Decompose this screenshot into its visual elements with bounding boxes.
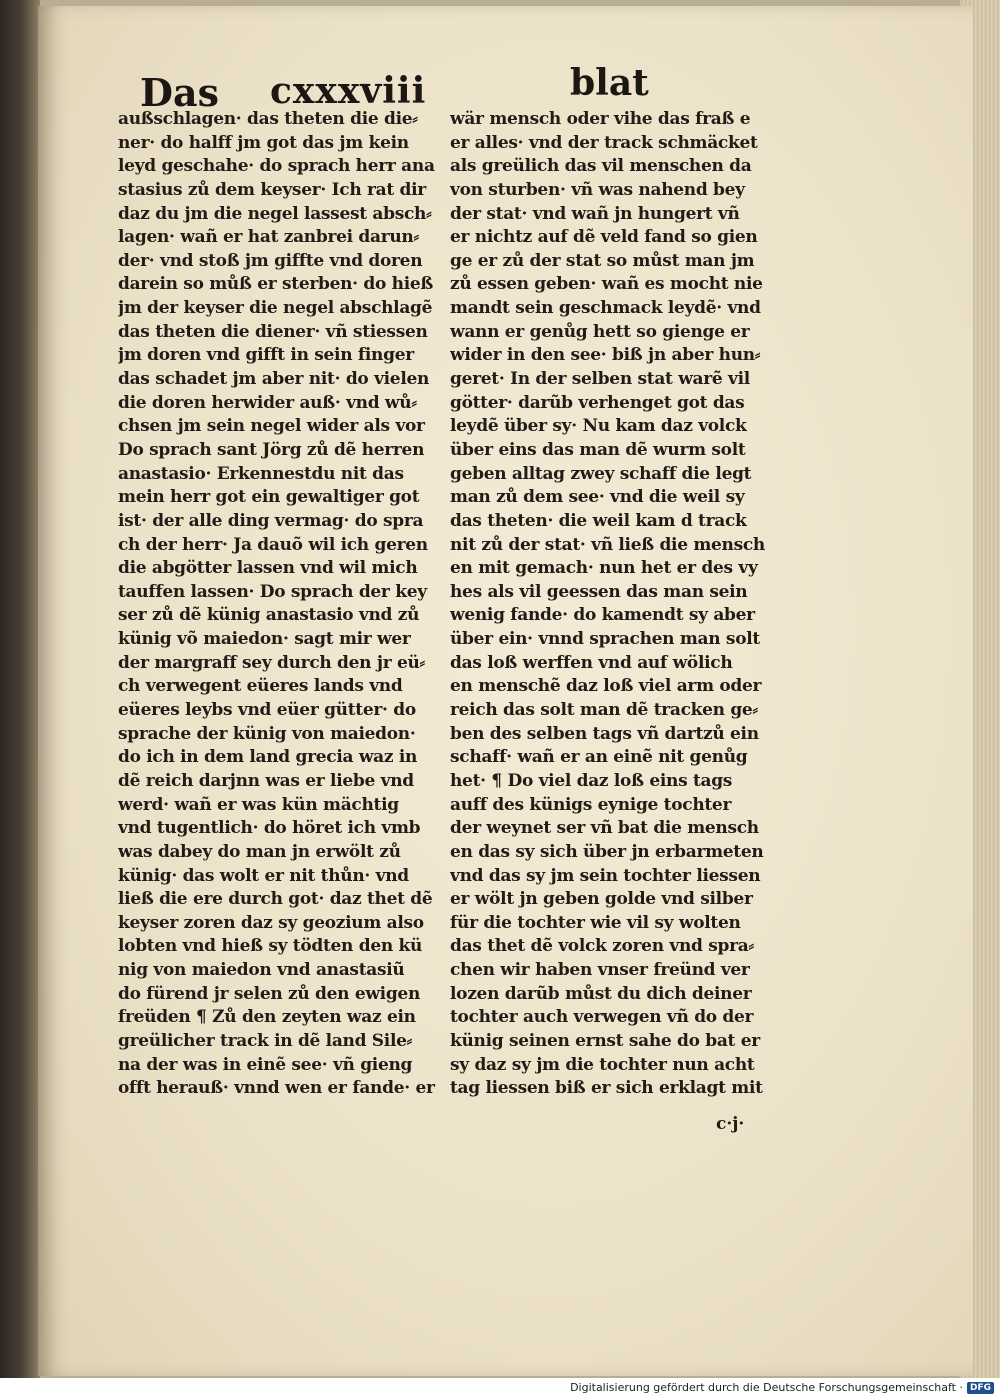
text-line: für die tochter wie vil sy wolten: [450, 912, 741, 933]
text-line: leydẽ über sy· Nu kam daz volck: [450, 416, 747, 437]
text-line: reich das solt man dẽ tracken ge⸗: [450, 700, 758, 721]
text-line: het· ¶ Do viel daz loß eins tags: [450, 770, 733, 791]
text-line: geben alltag zwey schaff die legt: [450, 463, 752, 484]
book-binding-edge: [0, 0, 40, 1398]
text-line: über ein· vnnd sprachen man solt: [450, 629, 760, 650]
text-line: das schadet jm aber nit· do vielen: [118, 369, 430, 390]
text-line: die doren herwider auß· vnd wů⸗: [118, 392, 417, 413]
text-line: jm doren vnd gifft in sein finger: [118, 345, 414, 366]
text-line: er wölt jn geben golde vnd silber: [450, 889, 753, 910]
text-line: man zů dem see· vnd die weil sy: [450, 487, 745, 508]
dfg-logo-icon: DFG: [967, 1382, 994, 1394]
text-line: chsen jm sein negel wider als vor: [118, 416, 425, 437]
text-line: wann er genůg hett so gienge er: [450, 321, 750, 342]
text-line: er nichtz auf dẽ veld fand so gien: [450, 227, 758, 248]
left-text-column: [118, 108, 443, 1101]
text-line: außschlagen· das theten die die⸗: [118, 109, 418, 129]
text-line: en menschẽ daz loß viel arm oder: [450, 676, 762, 697]
text-line: en das sy sich über jn erbarmeten: [450, 841, 764, 862]
text-line: werd· wañ er was kün mächtig: [118, 794, 399, 815]
text-line: dẽ reich darjnn was er liebe vnd: [118, 770, 414, 791]
text-line: mandt sein geschmack leydẽ· vnd: [450, 298, 761, 319]
text-line: daz du jm die negel lassest absch⸗: [118, 203, 432, 224]
text-line: lagen· wañ er hat zanbrei darun⸗: [118, 227, 419, 248]
text-line: das theten die diener· vñ stiessen: [118, 321, 428, 342]
text-line: wär mensch oder vihe das fraß e: [450, 109, 751, 129]
text-line: Do sprach sant Jörg zů dẽ herren: [118, 439, 425, 460]
text-line: tag liessen biß er sich erklagt mit: [450, 1078, 763, 1099]
text-line: nit zů der stat· vñ ließ die mensch: [450, 534, 765, 555]
text-line: schaff· wañ er an einẽ nit genůg: [450, 747, 748, 768]
text-line: tauffen lassen· Do sprach der key: [118, 581, 427, 602]
text-line: sprache der künig von maiedon·: [118, 723, 416, 744]
text-line: do ich in dem land grecia waz in: [118, 747, 418, 768]
text-line: hes als vil geessen das man sein: [450, 581, 748, 602]
text-line: geret· In der selben stat warẽ vil: [450, 369, 750, 390]
text-line: ner· do halff jm got das jm kein: [118, 132, 409, 153]
text-line: die abgötter lassen vnd wil mich: [118, 558, 418, 579]
text-line: der· vnd stoß jm giffte vnd doren: [118, 250, 423, 271]
text-line: greülicher track in dẽ land Sile⸗: [118, 1030, 412, 1051]
signature-mark: c·j·: [716, 1114, 745, 1134]
text-line: eüeres leybs vnd eüer gütter· do: [118, 700, 416, 721]
text-line: nig von maiedon vnd anastasiũ: [118, 960, 405, 981]
text-line: tochter auch verwegen vñ do der: [450, 1007, 754, 1028]
text-line: das theten· die weil kam d track: [450, 510, 747, 531]
text-line: wenig fande· do kamendt sy aber: [450, 605, 755, 626]
text-line: ser zů dẽ künig anastasio vnd zů: [118, 605, 420, 626]
text-line: chen wir haben vnser freünd ver: [450, 960, 750, 981]
text-line: was dabey do man jn erwölt zů: [118, 841, 401, 862]
text-line: ge er zů der stat so můst man jm: [450, 250, 755, 271]
text-line: künig võ maiedon· sagt mir wer: [118, 629, 411, 650]
text-line: der stat· vnd wañ jn hungert vñ: [450, 203, 740, 224]
text-line: der weynet ser vñ bat die mensch: [450, 818, 759, 839]
text-line: sy daz sy jm die tochter nun acht: [450, 1054, 755, 1075]
text-line: von sturben· vñ was nahend bey: [450, 179, 745, 200]
text-line: darein so můß er sterben· do hieß: [118, 274, 434, 295]
text-line: zů essen geben· wañ es mocht nie: [450, 274, 763, 295]
text-line: auff des künigs eynige tochter: [450, 794, 732, 815]
text-line: lozen darũb můst du dich deiner: [450, 983, 752, 1004]
text-line: en mit gemach· nun het er des vy: [450, 558, 758, 579]
text-line: ist· der alle ding vermag· do spra: [118, 510, 424, 531]
text-line: als greülich das vil menschen da: [450, 156, 752, 177]
text-line: lobten vnd hieß sy tödten den kü: [118, 936, 423, 957]
header-title: Das: [140, 70, 219, 115]
text-line: vnd das sy jm sein tochter liessen: [450, 865, 761, 886]
text-line: ließ die ere durch got· daz thet dẽ: [118, 889, 433, 910]
text-line: vnd tugentlich· do höret ich vmb: [118, 818, 421, 839]
text-line: offt herauß· vnnd wen er fande· er: [118, 1078, 435, 1099]
text-line: künig seinen ernst sahe do bat er: [450, 1030, 760, 1051]
text-line: der margraff sey durch den jr eü⸗: [118, 652, 425, 673]
text-line: stasius zů dem keyser· Ich rat dir: [118, 179, 426, 200]
text-line: na der was in einẽ see· vñ gieng: [118, 1054, 413, 1075]
text-line: jm der keyser die negel abschlagẽ: [118, 298, 433, 319]
text-line: do fürend jr selen zů den ewigen: [118, 983, 421, 1004]
text-line: das loß werffen vnd auf wölich: [450, 652, 733, 673]
text-line: anastasio· Erkennestdu nit das: [118, 463, 404, 484]
text-line: leyd geschahe· do sprach herr ana: [118, 156, 435, 177]
text-line: wider in den see· biß jn aber hun⸗: [450, 345, 761, 366]
text-line: ben des selben tags vñ dartzů ein: [450, 723, 759, 744]
text-line: freüden ¶ Zů den zeyten waz ein: [118, 1007, 416, 1028]
text-line: götter· darũb verhenget got das: [450, 392, 745, 413]
header-blat: blat: [570, 62, 649, 104]
text-line: künig· das wolt er nit thůn· vnd: [118, 865, 409, 886]
digitization-credit: [570, 1381, 994, 1394]
folio-number: cxxxviii: [270, 70, 427, 112]
text-line: ch verwegent eüeres lands vnd: [118, 676, 403, 697]
text-line: keyser zoren daz sy geozium also: [118, 912, 424, 933]
text-line: ch der herr· Ja dauõ wil ich geren: [118, 534, 428, 555]
text-line: mein herr got ein gewaltiger got: [118, 487, 420, 508]
credit-text: Digitalisierung gefördert durch die Deutsche Forschungsgemeinschaft ·: [570, 1381, 963, 1394]
text-line: über eins das man dẽ wurm solt: [450, 439, 746, 460]
right-text-column: [450, 108, 770, 1101]
text-line: das thet dẽ volck zoren vnd spra⸗: [450, 936, 754, 957]
text-line: er alles· vnd der track schmäcket: [450, 132, 758, 153]
